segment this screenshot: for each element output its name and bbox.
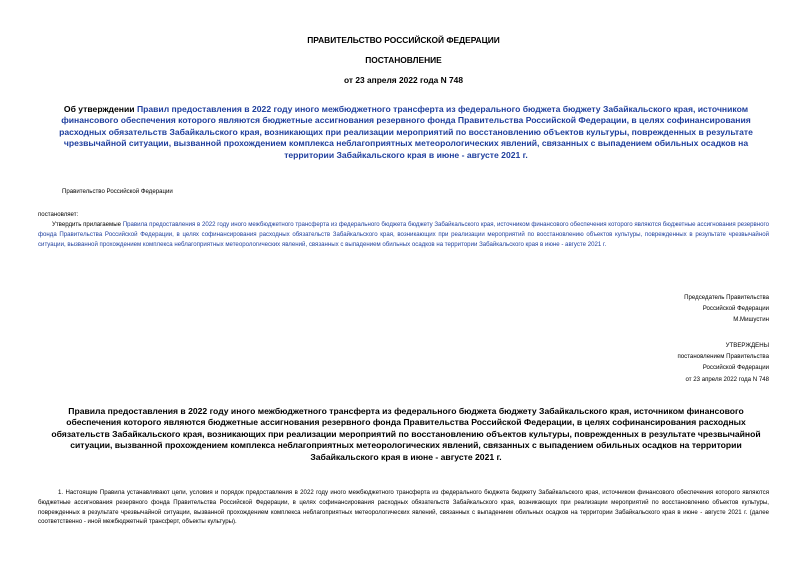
- document-title: [46, 104, 766, 161]
- rules-paragraph-1: 1. Настоящие Правила устанавливают цели, условия и порядок предоставления в 2022 году иного межбюджетного трансферта из федерального бюджета бюджету Забайкальского края, источником финансового обеспечения которого являются бюджетные ассигнования резервного фонда Правительства Российской Федерации, в целях софинансирования расходных обязательств Забайкальского края, возникающих при реализации мероприятий по восстановлению объектов культуры, поврежденных в результате чрезвычайной ситуации, вызванной прохождением комплекса неблагоприятных метеорологических явлений, связанных с выпадением обильных осадков на территории Забайкальского края в июне - августе 2021 г. (далее соответственно - иной межбюджетный трансферт, объекты культуры).: [38, 489, 769, 526]
- decree-paragraph: [38, 220, 769, 249]
- decides-text: постановляет:: [38, 211, 79, 218]
- decree-prefix: Утвердить прилагаемые: [52, 221, 123, 228]
- title-rules-link[interactable]: Правил предоставления в 2022 году иного межбюджетного трансферта из федерального бюджета бюджету Забайкальского края, источником финансового обеспечения которого являются бюджетные ассигнования резервного фонда Правительства Российской Федерации, в целях софинансирования расходных обязательств Забайкальского края, возникающих при реализации мероприятий по восстановлению объектов культуры, поврежденных в результате чрезвычайной ситуации, вызванной прохождением комплекса неблагоприятных метеорологических явлений, связанных с выпадением обильных осадков на территории Забайкальского края в июне - августе 2021 г.: [59, 104, 753, 160]
- signature-block: [684, 292, 769, 326]
- title-prefix: Об утверждении: [63, 104, 137, 114]
- approval-line2: постановлением Правительства: [677, 353, 769, 361]
- signature-name: М.Мишустин: [733, 316, 769, 324]
- rules-title: Правила предоставления в 2022 году иного межбюджетного трансферта из федерального бюджета бюджету Забайкальского края, источником финансового обеспечения которого являются бюджетные ассигнования резервного фонда Правительства Российской Федерации, в целях софинансирования расходных обязательств Забайкальского края, возникающих при реализации мероприятий по восстановлению объектов культуры, поврежденных в результате чрезвычайной ситуации, вызванной прохождением комплекса неблагоприятных метеорологических явлений, связанных с выпадением обильных осадков на территории Забайкальского края в июне - августе 2021 г.: [51, 406, 761, 462]
- document-date-number: от 23 апреля 2022 года N 748: [344, 75, 463, 85]
- decree-rules-link[interactable]: Правила предоставления в 2022 году иного межбюджетного трансферта из федерального бюджета бюджету Забайкальского края, источником финансового обеспечения которого являются бюджетные ассигнования резервного фонда Правительства Российской Федерации, в целях софинансирования расходных обязательств Забайкальского края, возникающих при реализации мероприятий по восстановлению объектов культуры, поврежденных в результате чрезвычайной ситуации, вызванной прохождением комплекса неблагоприятных метеорологических явлений, связанных с выпадением обильных осадков на территории Забайкальского края в июне - августе 2021 г.: [38, 221, 769, 248]
- signature-position-line1: Председатель Правительства: [684, 294, 769, 301]
- government-heading: ПРАВИТЕЛЬСТВО РОССИЙСКОЙ ФЕДЕРАЦИИ: [307, 35, 500, 45]
- approval-line3: Российской Федерации: [702, 364, 769, 372]
- approval-line4: от 23 апреля 2022 года N 748: [685, 375, 769, 383]
- approval-line1: УТВЕРЖДЕНЫ: [725, 342, 769, 349]
- document-type-heading: ПОСТАНОВЛЕНИЕ: [365, 55, 442, 65]
- approval-block: [677, 340, 769, 385]
- signature-position-line2: Российской Федерации: [702, 305, 769, 313]
- issuer-text: Правительство Российской Федерации: [62, 188, 173, 195]
